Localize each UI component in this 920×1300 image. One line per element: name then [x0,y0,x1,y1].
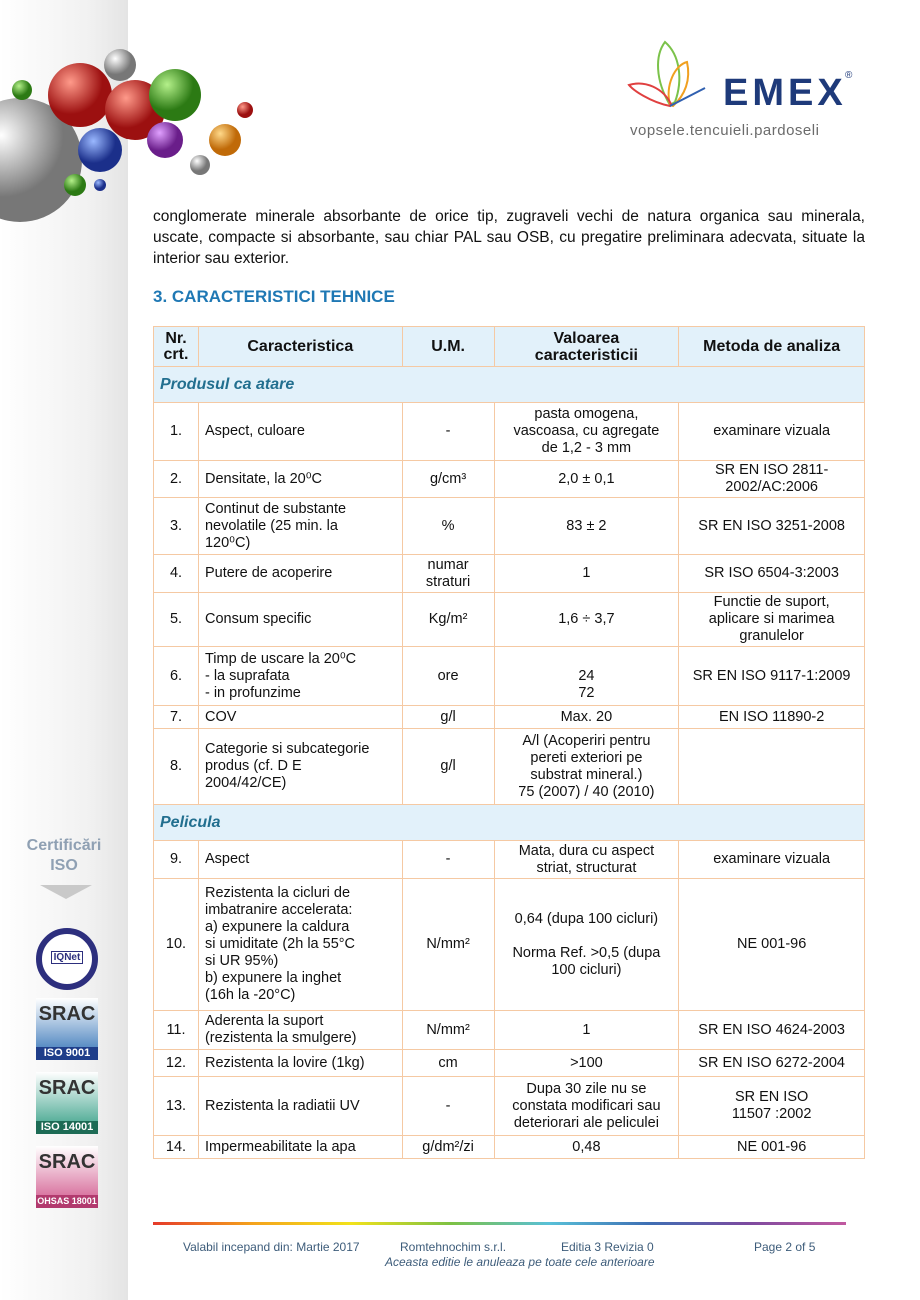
cell-nr: 9. [154,841,199,879]
cell-method: NE 001-96 [679,879,865,1011]
header-nr: Nr. crt. [154,327,199,367]
table-row [154,1136,865,1159]
cell-unit: g/l [402,729,494,805]
cell-value: A/l (Acoperiri pentru pereti exteriori pe substrat mineral.) 75 (2007) / 40 (2010) [494,729,679,805]
srac-iso14001-badge: SRAC ISO 14001 [36,1072,98,1134]
header-method: Metoda de analiza [679,327,865,367]
cell-nr: 12. [154,1050,199,1077]
section-label: Pelicula [154,805,865,841]
cell-characteristic: Impermeabilitate la apa [198,1136,402,1159]
cell-method: Functie de suport, aplicare si marimea granulelor [679,593,865,647]
cell-unit: N/mm² [402,879,494,1011]
cell-method: examinare vizuala [679,841,865,879]
table-row [154,1011,865,1050]
cell-value: >100 [494,1050,679,1077]
cell-method: SR ISO 6504-3:2003 [679,555,865,593]
cell-nr: 14. [154,1136,199,1159]
table-row [154,879,865,1011]
table-row [154,706,865,729]
intro-paragraph: conglomerate minerale absorbante de orice tip, zugraveli vechi de natura organica sau minerala, uscate, compacte si absorbante, sau chiar PAL sau OSB, cu pregatire preliminara adecvata, situate la interior sau exterior. [153,208,865,267]
section-heading: 3. CARACTERISTICI TEHNICE [153,287,395,306]
footer-page-number: Page 2 of 5 [754,1240,816,1254]
iqnet-badge: IQNet [36,928,98,990]
table-row [154,647,865,706]
footer-company: Romtehnochim s.r.l. [400,1240,507,1254]
cell-nr: 11. [154,1011,199,1050]
cell-characteristic: Densitate, la 20⁰C [198,461,402,498]
footer-divider [153,1222,846,1225]
cell-characteristic: Rezistenta la cicluri de imbatranire accelerata: a) expunere la caldura si umiditate (2h la 55°C si UR 95%) b) expunere la inghet (16h la -20°C) [198,879,402,1011]
cell-unit: numar straturi [402,555,494,593]
cell-value: Max. 20 [494,706,679,729]
cell-nr: 10. [154,879,199,1011]
cell-characteristic: Timp de uscare la 20⁰C - la suprafata - in profunzime [198,647,402,706]
cell-value: Dupa 30 zile nu se constata modificari sau deteriorari ale peliculei [494,1077,679,1136]
table-section-row [154,805,865,841]
table-row [154,593,865,647]
cell-method: SR EN ISO 3251-2008 [679,498,865,555]
cell-value: 1,6 ÷ 3,7 [494,593,679,647]
cell-unit: N/mm² [402,1011,494,1050]
cell-characteristic: COV [198,706,402,729]
cell-method: examinare vizuala [679,403,865,461]
cell-method [679,729,865,805]
cell-unit: - [402,403,494,461]
table-row [154,1050,865,1077]
butterfly-icon [625,40,715,115]
header-unit: U.M. [402,327,494,367]
certifications-title: Certificări ISO [26,837,102,874]
table-row [154,498,865,555]
cell-unit: g/cm³ [402,461,494,498]
cell-characteristic: Rezistenta la lovire (1kg) [198,1050,402,1077]
cell-method: NE 001-96 [679,1136,865,1159]
cell-unit: g/l [402,706,494,729]
cell-nr: 1. [154,403,199,461]
cell-nr: 13. [154,1077,199,1136]
cell-value: 1 [494,555,679,593]
cell-unit: - [402,841,494,879]
section-label: Produsul ca atare [154,367,865,403]
cell-method: EN ISO 11890-2 [679,706,865,729]
table-header-row [154,327,865,367]
cell-nr: 8. [154,729,199,805]
cell-nr: 3. [154,498,199,555]
decorative-spheres [0,0,260,240]
cell-value: 24 72 [494,647,679,706]
cell-value: 1 [494,1011,679,1050]
cell-characteristic: Categorie si subcategorie produs (cf. D E 2004/42/CE) [198,729,402,805]
cell-value: 83 ± 2 [494,498,679,555]
cell-method: SR EN ISO 11507 :2002 [679,1077,865,1136]
footer-note: Aceasta editie le anuleaza pe toate cele anterioare [385,1255,655,1269]
cell-nr: 6. [154,647,199,706]
cell-characteristic: Aspect, culoare [198,403,402,461]
cell-value: 0,64 (dupa 100 cicluri) Norma Ref. >0,5 (dupa 100 cicluri) [494,879,679,1011]
cell-unit: cm [402,1050,494,1077]
footer-edition: Editia 3 Revizia 0 [561,1240,654,1254]
srac-ohsas-badge: SRAC OHSAS 18001 [36,1146,98,1208]
table-row [154,841,865,879]
brand-name: EMEX [723,72,847,114]
table-row [154,1077,865,1136]
header-value: Valoarea caracteristicii [494,327,679,367]
table-row [154,403,865,461]
cell-nr: 7. [154,706,199,729]
table-row [154,555,865,593]
table-row [154,729,865,805]
cell-method: SR EN ISO 6272-2004 [679,1050,865,1077]
cell-unit: % [402,498,494,555]
cell-characteristic: Aderenta la suport (rezistenta la smulgere) [198,1011,402,1050]
cell-characteristic: Putere de acoperire [198,555,402,593]
cell-nr: 5. [154,593,199,647]
cell-characteristic: Aspect [198,841,402,879]
cell-method: SR EN ISO 4624-2003 [679,1011,865,1050]
arrow-down-icon [40,885,92,899]
footer-valid-from: Valabil incepand din: Martie 2017 [183,1240,360,1254]
cell-method: SR EN ISO 9117-1:2009 [679,647,865,706]
table-section-row [154,367,865,403]
cell-method: SR EN ISO 2811- 2002/AC:2006 [679,461,865,498]
cell-value: 2,0 ± 0,1 [494,461,679,498]
cell-unit: ore [402,647,494,706]
cell-characteristic: Rezistenta la radiatii UV [198,1077,402,1136]
cell-characteristic: Continut de substante nevolatile (25 min. la 120⁰C) [198,498,402,555]
cell-value: pasta omogena, vascoasa, cu agregate de 1,2 - 3 mm [494,403,679,461]
brand-tagline: vopsele.tencuieli.pardoseli [630,122,820,139]
cell-nr: 2. [154,461,199,498]
cell-characteristic: Consum specific [198,593,402,647]
cell-nr: 4. [154,555,199,593]
header-characteristic: Caracteristica [198,327,402,367]
cell-value: 0,48 [494,1136,679,1159]
cell-unit: Kg/m² [402,593,494,647]
technical-characteristics-table [153,326,865,1159]
cell-value: Mata, dura cu aspect striat, structurat [494,841,679,879]
cell-unit: g/dm²/zi [402,1136,494,1159]
table-row [154,461,865,498]
cell-unit: - [402,1077,494,1136]
emex-logo: EMEX ® vopsele.tencuieli.pardoseli [625,40,865,140]
srac-iso9001-badge: SRAC ISO 9001 [36,998,98,1060]
